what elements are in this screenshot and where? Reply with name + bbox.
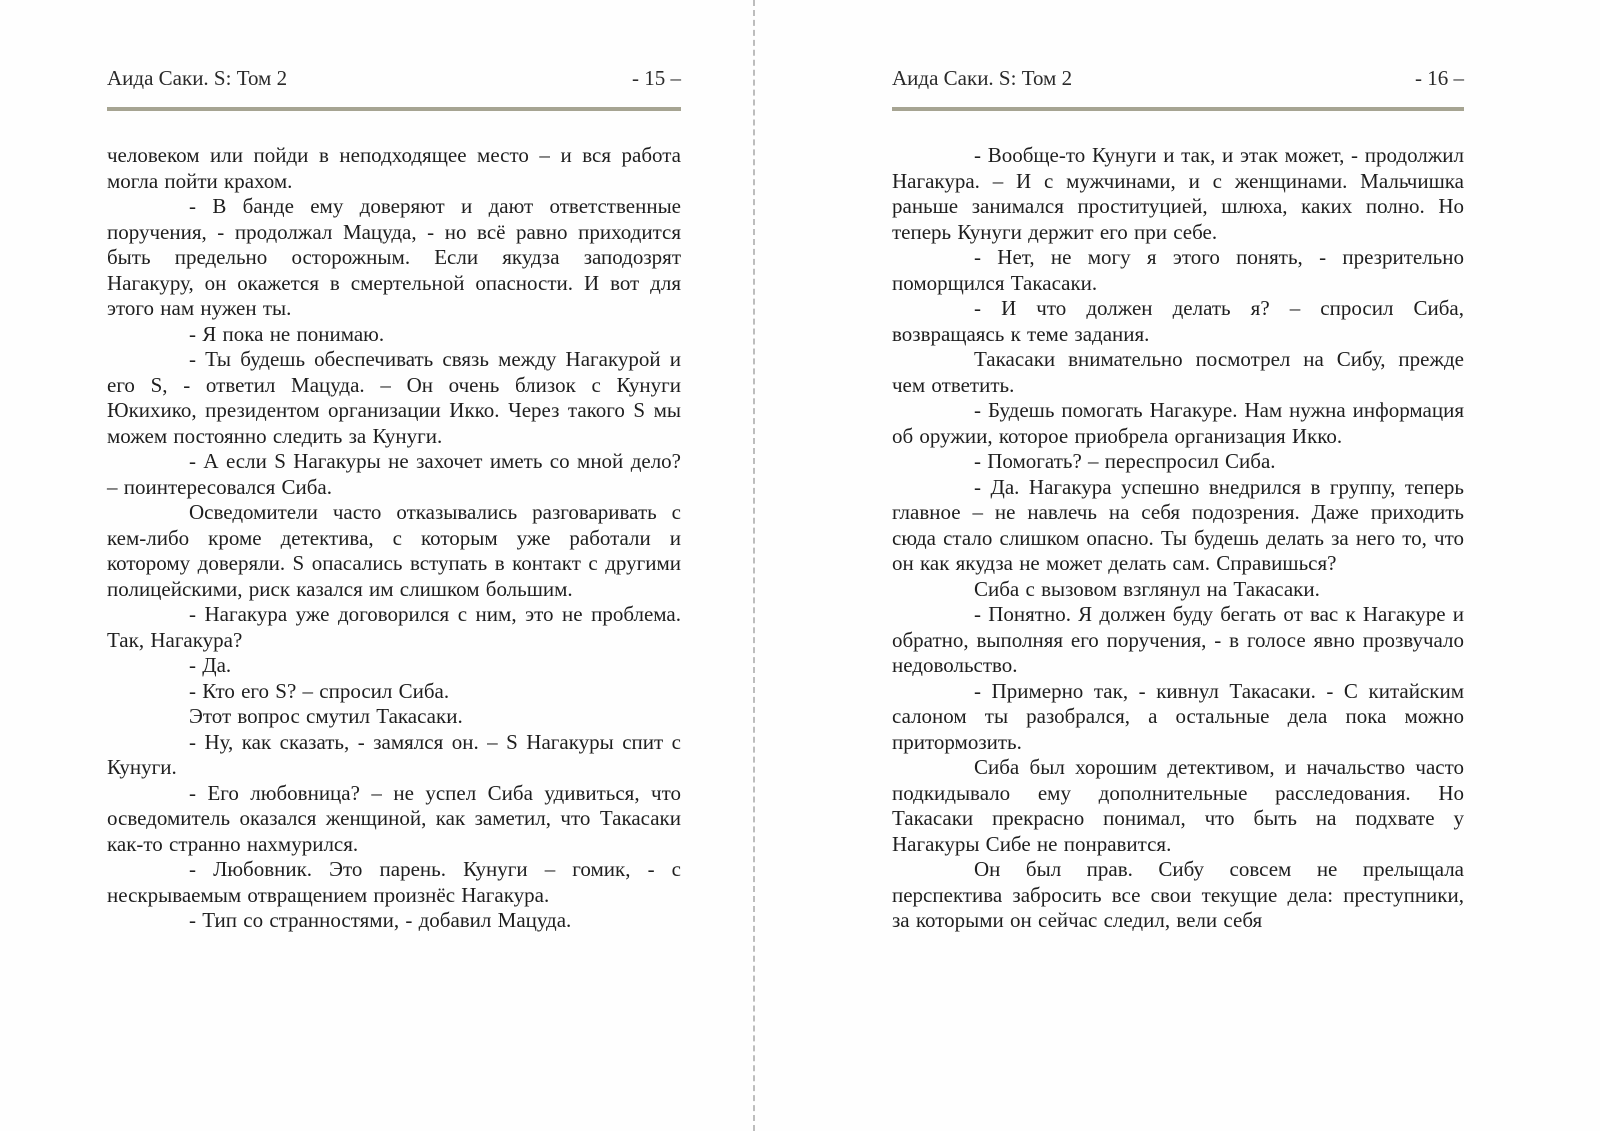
page-16 [892,0,1464,1131]
header-rule [107,107,681,111]
page-body [892,143,1464,934]
page-15 [107,0,681,1131]
paragraph: - А если S Нагакуры не захочет иметь со мной дело? – поинтересовался Сиба. [107,449,681,499]
page-number: - 16 – [1415,66,1464,90]
paragraph: - Кто его S? – спросил Сиба. [189,678,450,703]
page-body [107,143,681,934]
paragraph: - И что должен делать я? – спросил Сиба, возвращаясь к теме задания. [892,296,1464,346]
paragraph: - Ну, как сказать, - замялся он. – S Нагакуры спит с Кунуги. [107,729,681,779]
paragraph: Этот вопрос смутил Такасаки. [189,704,463,728]
paragraph: - Его любовница? – не успел Сиба удивиться, что осведомитель оказался женщиной, как заметил, что Такасаки как-то странно нахмурился. [107,780,681,856]
header-rule [892,107,1464,111]
paragraph: - Я пока не понимаю. [189,321,385,346]
paragraph: - Вообще-то Кунуги и так, и этак может, - продолжил Нагакура. – И с мужчинами, и с женщинами. Мальчишка раньше занимался проституцией, шлюха, каких полно. Но теперь Кунуги держит его при себе. [892,143,1464,244]
paragraph: Сиба с вызовом взглянул на Такасаки. [974,576,1320,601]
paragraph: - Да. Нагакура успешно внедрился в группу, теперь главное – не навлечь на себя подозрения. Даже приходить сюда стало слишком опасно. Ты будешь делать за него то, что он как якудза не может делать сам. Справишься? [892,474,1464,575]
page-header [892,66,1464,90]
running-title: Аида Саки. S: Том 2 [107,66,288,90]
paragraph: - Тип со странностями, - добавил Мацуда. [189,908,572,932]
paragraph: - Нет, не могу я этого понять, - презрительно поморщился Такасаки. [892,245,1464,295]
paragraph: человеком или пойди в неподходящее место – и вся работа могла пойти крахом. [107,143,681,193]
paragraph: Такасаки внимательно посмотрел на Сибу, прежде чем ответить. [892,347,1464,397]
paragraph: - Примерно так, - кивнул Такасаки. - С китайским салоном ты разобрался, а остальные дела пока можно притормозить. [892,678,1464,754]
paragraph: - Да. [189,653,232,677]
paragraph: - Ты будешь обеспечивать связь между Нагакурой и его S, - ответил Мацуда. – Он очень близок с Кунуги Юкихико, президентом организации Икко. Через такого S мы можем постоянно следить за Кунуги. [107,347,681,448]
paragraph: - Будешь помогать Нагакуре. Нам нужна информация об оружии, которое приобрела организация Икко. [892,398,1464,448]
paragraph: Осведомители часто отказывались разговаривать с кем-либо кроме детектива, с которым уже работали и которому доверяли. S опасались вступать в контакт с другими полицейскими, риск казался им слишком большим. [107,500,681,601]
paragraph: - Понятно. Я должен буду бегать от вас к Нагакуре и обратно, выполняя его поручения, - в голосе явно прозвучало недовольство. [892,602,1464,677]
paragraph: - В банде ему доверяют и дают ответственные поручения, - продолжал Мацуда, - но всё равно приходится быть предельно осторожным. Если якудза заподозрят Нагакуру, он окажется в смертельной опасности. И вот для этого нам нужен ты. [107,194,681,320]
paragraph: Он был прав. Сибу совсем не прелыщала перспектива забросить все свои текущие дела: преступники, за которыми он сейчас следил, вели себя [892,857,1464,932]
paragraph: - Нагакура уже договорился с ним, это не проблема. Так, Нагакура? [107,602,681,652]
paragraph: - Любовник. Это парень. Кунуги – гомик, - с нескрываемым отвращением произнёс Нагакура. [107,857,681,907]
paragraph: Сиба был хорошим детективом, и начальство часто подкидывало ему дополнительные расследования. Но Такасаки прекрасно понимал, что быть на подхвате у Нагакуры Сибе не понравится. [892,755,1464,856]
paragraph: - Помогать? – переспросил Сиба. [974,449,1276,473]
page-fold-divider [753,0,755,1131]
page-header [107,66,681,90]
page-number: - 15 – [632,66,681,90]
running-title: Аида Саки. S: Том 2 [892,66,1073,90]
